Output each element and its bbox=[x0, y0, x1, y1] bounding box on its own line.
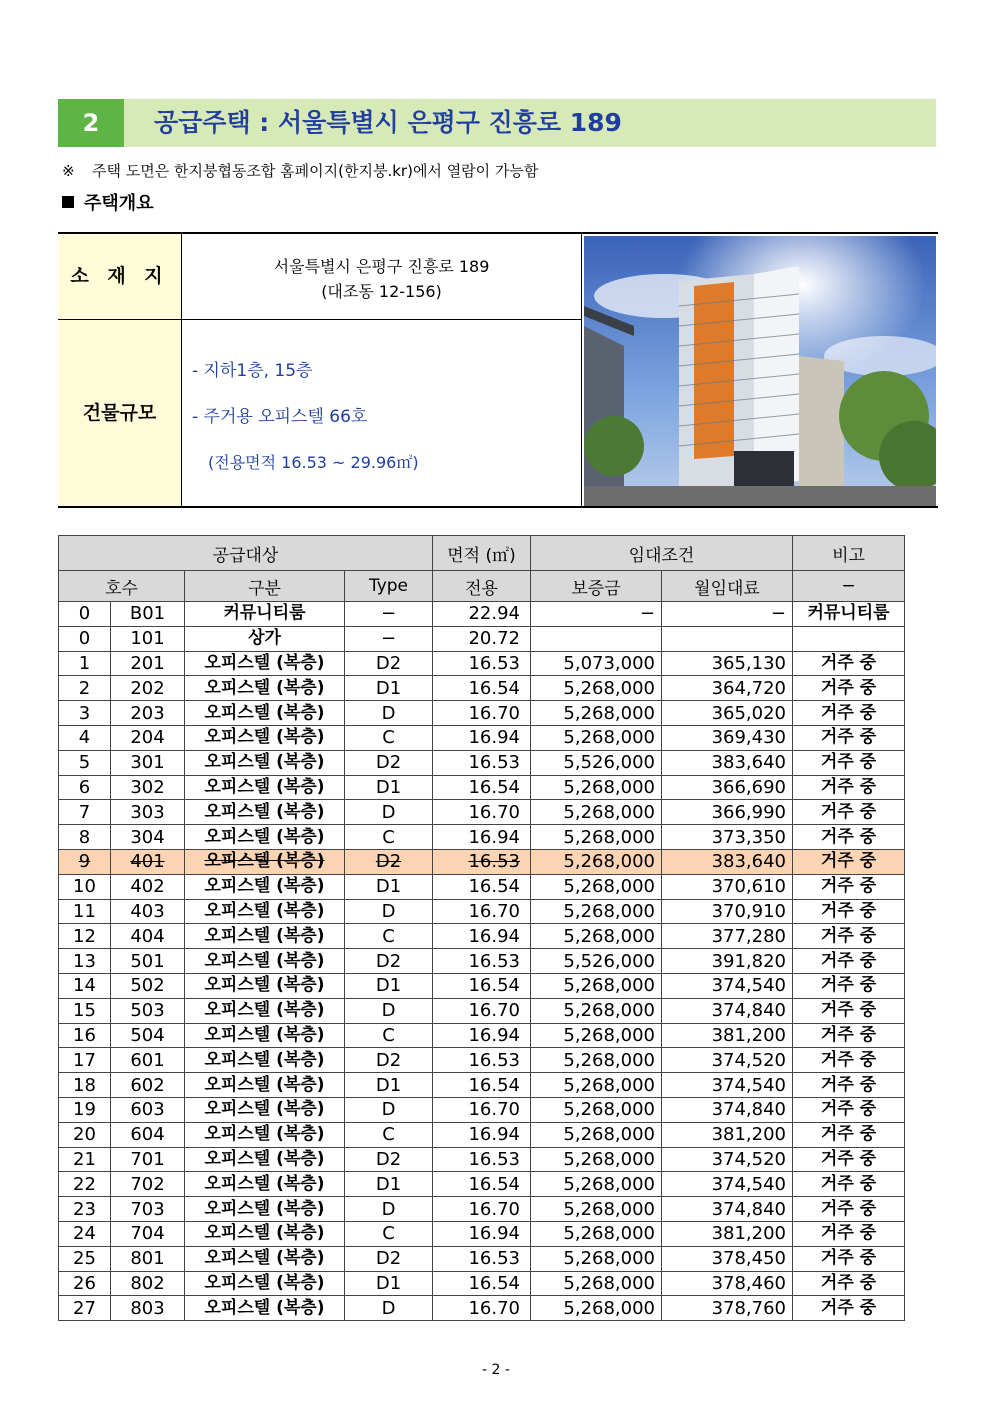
remarks: 거주 중 bbox=[793, 998, 905, 1023]
category: 커뮤니티룸 bbox=[185, 602, 345, 627]
remarks: 거주 중 bbox=[793, 1147, 905, 1172]
exclusive-area: 16.94 bbox=[433, 924, 531, 949]
category: 오피스텔 (복층) bbox=[185, 899, 345, 924]
monthly-rent: 381,200 bbox=[662, 1023, 793, 1048]
remarks: 거주 중 bbox=[793, 1197, 905, 1222]
type: D bbox=[345, 1097, 433, 1122]
type: C bbox=[345, 1221, 433, 1246]
overview-heading-text: 주택개요 bbox=[84, 193, 154, 214]
monthly-rent: 366,690 bbox=[662, 775, 793, 800]
type: D2 bbox=[345, 1246, 433, 1271]
remarks: 거주 중 bbox=[793, 701, 905, 726]
row-index: 22 bbox=[59, 1172, 111, 1197]
scale-line3: (전용면적 16.53 ~ 29.96㎡) bbox=[208, 453, 419, 472]
type: D bbox=[345, 800, 433, 825]
header-exclusive: 전용 bbox=[433, 571, 531, 602]
row-index: 9 bbox=[59, 849, 111, 874]
deposit: 5,268,000 bbox=[531, 825, 662, 850]
remarks: 거주 중 bbox=[793, 676, 905, 701]
unit-number: 201 bbox=[111, 651, 185, 676]
row-index: 20 bbox=[59, 1122, 111, 1147]
type: D bbox=[345, 998, 433, 1023]
row-index: 27 bbox=[59, 1296, 111, 1321]
remarks: 거주 중 bbox=[793, 874, 905, 899]
remarks: 거주 중 bbox=[793, 775, 905, 800]
exclusive-area: 20.72 bbox=[433, 626, 531, 651]
table-row bbox=[59, 1023, 905, 1048]
table-row bbox=[59, 899, 905, 924]
deposit: 5,526,000 bbox=[531, 949, 662, 974]
category: 오피스텔 (복층) bbox=[185, 998, 345, 1023]
overview-heading bbox=[62, 189, 154, 215]
row-index: 3 bbox=[59, 701, 111, 726]
category: 오피스텔 (복층) bbox=[185, 874, 345, 899]
row-index: 1 bbox=[59, 651, 111, 676]
table-row bbox=[59, 1122, 905, 1147]
monthly-rent: 378,760 bbox=[662, 1296, 793, 1321]
deposit: 5,268,000 bbox=[531, 1271, 662, 1296]
scale-line2: - 주거용 오피스텔 66호 bbox=[192, 407, 368, 427]
category: 오피스텔 (복층) bbox=[185, 1271, 345, 1296]
category: 오피스텔 (복층) bbox=[185, 750, 345, 775]
row-index: 11 bbox=[59, 899, 111, 924]
monthly-rent: 383,640 bbox=[662, 750, 793, 775]
unit-number: 601 bbox=[111, 1048, 185, 1073]
deposit: 5,268,000 bbox=[531, 1172, 662, 1197]
deposit: 5,268,000 bbox=[531, 1246, 662, 1271]
unit-number: 101 bbox=[111, 626, 185, 651]
remarks: 거주 중 bbox=[793, 899, 905, 924]
deposit: 5,268,000 bbox=[531, 1122, 662, 1147]
row-index: 5 bbox=[59, 750, 111, 775]
exclusive-area: 16.54 bbox=[433, 874, 531, 899]
table-row bbox=[59, 1097, 905, 1122]
header-type: Type bbox=[345, 571, 433, 602]
table-row bbox=[59, 1197, 905, 1222]
exclusive-area: 16.53 bbox=[433, 750, 531, 775]
note-text: 주택 도면은 한지붕협동조합 홈페이지(한지붕.kr)에서 열람이 가능함 bbox=[92, 162, 539, 180]
row-index: 26 bbox=[59, 1271, 111, 1296]
deposit: 5,268,000 bbox=[531, 701, 662, 726]
exclusive-area: 16.54 bbox=[433, 775, 531, 800]
exclusive-area: 16.70 bbox=[433, 1296, 531, 1321]
section-number: 2 bbox=[58, 99, 124, 147]
row-index: 23 bbox=[59, 1197, 111, 1222]
location-cell bbox=[182, 234, 582, 320]
table-row bbox=[59, 874, 905, 899]
remarks: 거주 중 bbox=[793, 1271, 905, 1296]
header-target: 공급대상 bbox=[59, 536, 433, 571]
monthly-rent: 374,520 bbox=[662, 1048, 793, 1073]
type: C bbox=[345, 1122, 433, 1147]
monthly-rent: 378,450 bbox=[662, 1246, 793, 1271]
category: 오피스텔 (복층) bbox=[185, 725, 345, 750]
deposit: 5,526,000 bbox=[531, 750, 662, 775]
unit-number: 304 bbox=[111, 825, 185, 850]
row-index: 19 bbox=[59, 1097, 111, 1122]
exclusive-area: 16.70 bbox=[433, 800, 531, 825]
monthly-rent: 374,520 bbox=[662, 1147, 793, 1172]
category: 오피스텔 (복층) bbox=[185, 1246, 345, 1271]
category: 오피스텔 (복층) bbox=[185, 849, 345, 874]
monthly-rent: 374,540 bbox=[662, 1172, 793, 1197]
category: 오피스텔 (복층) bbox=[185, 1073, 345, 1098]
type: D1 bbox=[345, 874, 433, 899]
remarks: 거주 중 bbox=[793, 1246, 905, 1271]
category: 오피스텔 (복층) bbox=[185, 924, 345, 949]
deposit: 5,268,000 bbox=[531, 1048, 662, 1073]
monthly-rent: 383,640 bbox=[662, 849, 793, 874]
deposit: 5,268,000 bbox=[531, 676, 662, 701]
type: D2 bbox=[345, 651, 433, 676]
row-index: 25 bbox=[59, 1246, 111, 1271]
row-index: 13 bbox=[59, 949, 111, 974]
table-row bbox=[59, 1221, 905, 1246]
category: 오피스텔 (복층) bbox=[185, 1048, 345, 1073]
exclusive-area: 16.94 bbox=[433, 825, 531, 850]
monthly-rent: 381,200 bbox=[662, 1122, 793, 1147]
exclusive-area: 16.53 bbox=[433, 651, 531, 676]
exclusive-area: 16.94 bbox=[433, 1023, 531, 1048]
remarks: 거주 중 bbox=[793, 849, 905, 874]
row-index: 15 bbox=[59, 998, 111, 1023]
remarks: 거주 중 bbox=[793, 651, 905, 676]
monthly-rent: 381,200 bbox=[662, 1221, 793, 1246]
location-label: 소 재 지 bbox=[58, 234, 182, 320]
header-monthly: 월임대료 bbox=[662, 571, 793, 602]
remarks: 거주 중 bbox=[793, 1122, 905, 1147]
table-row bbox=[59, 998, 905, 1023]
exclusive-area: 16.54 bbox=[433, 676, 531, 701]
exclusive-area: 16.70 bbox=[433, 899, 531, 924]
unit-number: 503 bbox=[111, 998, 185, 1023]
table-row bbox=[59, 1048, 905, 1073]
table-row bbox=[59, 750, 905, 775]
exclusive-area: 16.94 bbox=[433, 1122, 531, 1147]
scale-label: 건물규모 bbox=[58, 320, 182, 506]
exclusive-area: 16.70 bbox=[433, 998, 531, 1023]
row-index: 10 bbox=[59, 874, 111, 899]
deposit: 5,268,000 bbox=[531, 1097, 662, 1122]
remarks: 거주 중 bbox=[793, 1073, 905, 1098]
row-index: 8 bbox=[59, 825, 111, 850]
deposit: 5,268,000 bbox=[531, 1221, 662, 1246]
unit-number: 502 bbox=[111, 973, 185, 998]
unit-number: 301 bbox=[111, 750, 185, 775]
unit-number: 803 bbox=[111, 1296, 185, 1321]
type: D2 bbox=[345, 750, 433, 775]
table-row bbox=[59, 1271, 905, 1296]
deposit: 5,268,000 bbox=[531, 849, 662, 874]
table-row bbox=[59, 725, 905, 750]
remarks: 거주 중 bbox=[793, 924, 905, 949]
unit-number: 302 bbox=[111, 775, 185, 800]
building-photo bbox=[584, 236, 936, 506]
unit-number: 703 bbox=[111, 1197, 185, 1222]
exclusive-area: 16.54 bbox=[433, 1271, 531, 1296]
deposit: 5,268,000 bbox=[531, 973, 662, 998]
unit-number: 402 bbox=[111, 874, 185, 899]
note-mark: ※ bbox=[62, 162, 75, 180]
exclusive-area: 16.70 bbox=[433, 1097, 531, 1122]
deposit: 5,268,000 bbox=[531, 1197, 662, 1222]
type: D bbox=[345, 701, 433, 726]
monthly-rent: 374,540 bbox=[662, 973, 793, 998]
section-title: 공급주택 : 서울특별시 은평구 진흥로 189 bbox=[154, 108, 622, 137]
section-header bbox=[58, 99, 936, 147]
deposit: 5,268,000 bbox=[531, 998, 662, 1023]
table-row bbox=[59, 1246, 905, 1271]
exclusive-area: 22.94 bbox=[433, 602, 531, 627]
monthly-rent: 369,430 bbox=[662, 725, 793, 750]
monthly-rent: 374,540 bbox=[662, 1073, 793, 1098]
table-row bbox=[59, 973, 905, 998]
remarks: 거주 중 bbox=[793, 1097, 905, 1122]
unit-number: 203 bbox=[111, 701, 185, 726]
monthly-rent: 373,350 bbox=[662, 825, 793, 850]
unit-number: 403 bbox=[111, 899, 185, 924]
type: D1 bbox=[345, 775, 433, 800]
header-area: 면적 (㎡) bbox=[433, 536, 531, 571]
type: D bbox=[345, 1197, 433, 1222]
header-unit: 호수 bbox=[59, 571, 185, 602]
table-row bbox=[59, 1147, 905, 1172]
monthly-rent: 364,720 bbox=[662, 676, 793, 701]
exclusive-area: 16.53 bbox=[433, 1048, 531, 1073]
row-index: 4 bbox=[59, 725, 111, 750]
row-index: 0 bbox=[59, 626, 111, 651]
table-row bbox=[59, 1172, 905, 1197]
category: 오피스텔 (복층) bbox=[185, 1221, 345, 1246]
monthly-rent: 391,820 bbox=[662, 949, 793, 974]
category: 오피스텔 (복층) bbox=[185, 1147, 345, 1172]
type: C bbox=[345, 825, 433, 850]
category: 오피스텔 (복층) bbox=[185, 1172, 345, 1197]
deposit: 5,268,000 bbox=[531, 800, 662, 825]
remarks: 거주 중 bbox=[793, 1221, 905, 1246]
remarks: 거주 중 bbox=[793, 1172, 905, 1197]
row-index: 18 bbox=[59, 1073, 111, 1098]
type: D2 bbox=[345, 849, 433, 874]
supply-table bbox=[58, 535, 905, 1321]
type: D2 bbox=[345, 1147, 433, 1172]
category: 오피스텔 (복층) bbox=[185, 701, 345, 726]
deposit: 5,268,000 bbox=[531, 775, 662, 800]
unit-number: 303 bbox=[111, 800, 185, 825]
monthly-rent: 370,610 bbox=[662, 874, 793, 899]
deposit: 5,268,000 bbox=[531, 1296, 662, 1321]
row-index: 12 bbox=[59, 924, 111, 949]
exclusive-area: 16.54 bbox=[433, 973, 531, 998]
type: D bbox=[345, 1296, 433, 1321]
category: 오피스텔 (복층) bbox=[185, 775, 345, 800]
row-index: 14 bbox=[59, 973, 111, 998]
category: 오피스텔 (복층) bbox=[185, 825, 345, 850]
monthly-rent bbox=[662, 626, 793, 651]
table-row bbox=[59, 924, 905, 949]
monthly-rent: 366,990 bbox=[662, 800, 793, 825]
scale-cell bbox=[182, 320, 582, 506]
row-index: 16 bbox=[59, 1023, 111, 1048]
scale-line1: - 지하1층, 15층 bbox=[192, 361, 313, 381]
remarks: 커뮤니티룸 bbox=[793, 602, 905, 627]
deposit: 5,268,000 bbox=[531, 874, 662, 899]
exclusive-area: 16.53 bbox=[433, 849, 531, 874]
remarks: 거주 중 bbox=[793, 825, 905, 850]
unit-number: 603 bbox=[111, 1097, 185, 1122]
type: C bbox=[345, 725, 433, 750]
category: 오피스텔 (복층) bbox=[185, 949, 345, 974]
table-row bbox=[59, 602, 905, 627]
exclusive-area: 16.94 bbox=[433, 725, 531, 750]
unit-number: 204 bbox=[111, 725, 185, 750]
type: D1 bbox=[345, 1073, 433, 1098]
deposit bbox=[531, 626, 662, 651]
unit-number: 404 bbox=[111, 924, 185, 949]
header-category: 구분 bbox=[185, 571, 345, 602]
deposit: − bbox=[531, 602, 662, 627]
header-rent: 임대조건 bbox=[531, 536, 793, 571]
category: 오피스텔 (복층) bbox=[185, 676, 345, 701]
exclusive-area: 16.70 bbox=[433, 1197, 531, 1222]
unit-number: 704 bbox=[111, 1221, 185, 1246]
table-row bbox=[59, 651, 905, 676]
exclusive-area: 16.53 bbox=[433, 949, 531, 974]
unit-number: 604 bbox=[111, 1122, 185, 1147]
table-row bbox=[59, 1296, 905, 1321]
type: D2 bbox=[345, 949, 433, 974]
deposit: 5,268,000 bbox=[531, 1023, 662, 1048]
unit-number: 202 bbox=[111, 676, 185, 701]
table-row bbox=[59, 849, 905, 874]
type: D1 bbox=[345, 676, 433, 701]
unit-number: 702 bbox=[111, 1172, 185, 1197]
exclusive-area: 16.94 bbox=[433, 1221, 531, 1246]
monthly-rent: 365,130 bbox=[662, 651, 793, 676]
row-index: 6 bbox=[59, 775, 111, 800]
remarks: 거주 중 bbox=[793, 725, 905, 750]
row-index: 17 bbox=[59, 1048, 111, 1073]
type: − bbox=[345, 602, 433, 627]
exclusive-area: 16.53 bbox=[433, 1147, 531, 1172]
unit-number: 701 bbox=[111, 1147, 185, 1172]
remarks: 거주 중 bbox=[793, 750, 905, 775]
monthly-rent: 374,840 bbox=[662, 998, 793, 1023]
header-remarks: 비고 bbox=[793, 536, 905, 571]
deposit: 5,268,000 bbox=[531, 1147, 662, 1172]
table-row bbox=[59, 701, 905, 726]
table-row bbox=[59, 775, 905, 800]
category: 오피스텔 (복층) bbox=[185, 1097, 345, 1122]
unit-number: 802 bbox=[111, 1271, 185, 1296]
category: 오피스텔 (복층) bbox=[185, 651, 345, 676]
remarks: 거주 중 bbox=[793, 949, 905, 974]
monthly-rent: 365,020 bbox=[662, 701, 793, 726]
remarks: 거주 중 bbox=[793, 973, 905, 998]
monthly-rent: − bbox=[662, 602, 793, 627]
table-row bbox=[59, 626, 905, 651]
category: 오피스텔 (복층) bbox=[185, 1296, 345, 1321]
monthly-rent: 374,840 bbox=[662, 1197, 793, 1222]
type: D bbox=[345, 899, 433, 924]
type: − bbox=[345, 626, 433, 651]
remarks: 거주 중 bbox=[793, 1296, 905, 1321]
type: C bbox=[345, 1023, 433, 1048]
exclusive-area: 16.54 bbox=[433, 1073, 531, 1098]
category: 오피스텔 (복층) bbox=[185, 973, 345, 998]
type: C bbox=[345, 924, 433, 949]
remarks bbox=[793, 626, 905, 651]
unit-number: 401 bbox=[111, 849, 185, 874]
address-line1: 서울특별시 은평구 진흥로 189 bbox=[273, 257, 490, 276]
deposit: 5,073,000 bbox=[531, 651, 662, 676]
note bbox=[62, 160, 538, 181]
header-dash: − bbox=[793, 571, 905, 602]
deposit: 5,268,000 bbox=[531, 1073, 662, 1098]
exclusive-area: 16.53 bbox=[433, 1246, 531, 1271]
type: D1 bbox=[345, 973, 433, 998]
unit-number: 801 bbox=[111, 1246, 185, 1271]
square-bullet-icon bbox=[62, 196, 74, 208]
category: 오피스텔 (복층) bbox=[185, 1197, 345, 1222]
building-photo-illustration bbox=[584, 236, 936, 506]
unit-number: 504 bbox=[111, 1023, 185, 1048]
table-row bbox=[59, 949, 905, 974]
unit-number: 501 bbox=[111, 949, 185, 974]
type: D1 bbox=[345, 1271, 433, 1296]
category: 오피스텔 (복층) bbox=[185, 1023, 345, 1048]
row-index: 24 bbox=[59, 1221, 111, 1246]
monthly-rent: 370,910 bbox=[662, 899, 793, 924]
category: 오피스텔 (복층) bbox=[185, 1122, 345, 1147]
remarks: 거주 중 bbox=[793, 800, 905, 825]
overview-box bbox=[58, 232, 938, 508]
exclusive-area: 16.70 bbox=[433, 701, 531, 726]
header-deposit: 보증금 bbox=[531, 571, 662, 602]
monthly-rent: 374,840 bbox=[662, 1097, 793, 1122]
remarks: 거주 중 bbox=[793, 1023, 905, 1048]
deposit: 5,268,000 bbox=[531, 725, 662, 750]
type: D2 bbox=[345, 1048, 433, 1073]
category: 오피스텔 (복층) bbox=[185, 800, 345, 825]
type: D1 bbox=[345, 1172, 433, 1197]
row-index: 2 bbox=[59, 676, 111, 701]
category: 상가 bbox=[185, 626, 345, 651]
row-index: 21 bbox=[59, 1147, 111, 1172]
address-line2: (대조동 12-156) bbox=[321, 282, 442, 301]
table-row bbox=[59, 825, 905, 850]
table-row bbox=[59, 800, 905, 825]
page-number: - 2 - bbox=[482, 1362, 510, 1378]
table-row bbox=[59, 1073, 905, 1098]
row-index: 7 bbox=[59, 800, 111, 825]
monthly-rent: 378,460 bbox=[662, 1271, 793, 1296]
deposit: 5,268,000 bbox=[531, 924, 662, 949]
deposit: 5,268,000 bbox=[531, 899, 662, 924]
unit-number: 602 bbox=[111, 1073, 185, 1098]
remarks: 거주 중 bbox=[793, 1048, 905, 1073]
exclusive-area: 16.54 bbox=[433, 1172, 531, 1197]
table-row bbox=[59, 676, 905, 701]
monthly-rent: 377,280 bbox=[662, 924, 793, 949]
row-index: 0 bbox=[59, 602, 111, 627]
unit-number: B01 bbox=[111, 602, 185, 627]
